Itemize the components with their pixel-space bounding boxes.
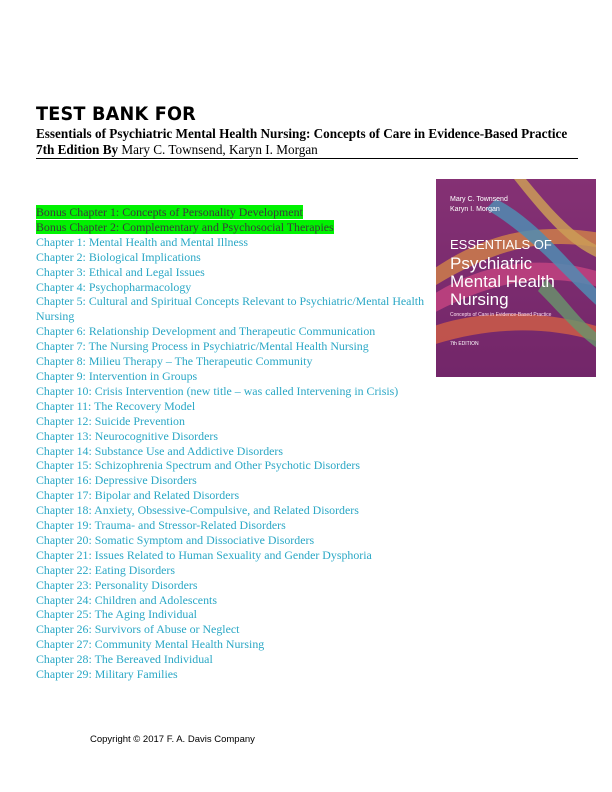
cover-edition: 7th EDITION (450, 341, 479, 347)
document-heading: TEST BANK FOR (36, 103, 196, 125)
chapter-item[interactable] (36, 444, 436, 459)
chapter-label: Chapter 19: Trauma- and Stressor-Related Disorders (36, 518, 286, 533)
chapter-item[interactable] (36, 473, 436, 488)
chapter-label: Chapter 12: Suicide Prevention (36, 413, 185, 428)
chapter-label: Chapter 16: Depressive Disorders (36, 473, 197, 488)
cover-author-2: Karyn I. Morgan (450, 206, 500, 213)
chapter-label: Chapter 18: Anxiety, Obsessive-Compulsive, and Related Disorders (36, 503, 359, 518)
book-authors: Mary C. Townsend, Karyn I. Morgan (118, 142, 318, 157)
chapter-item[interactable] (36, 250, 436, 265)
chapter-item[interactable] (36, 667, 436, 682)
book-cover-image (436, 179, 596, 377)
chapter-label: Chapter 26: Survivors of Abuse or Neglect (36, 622, 240, 637)
table-of-contents (36, 205, 436, 682)
chapter-item[interactable] (36, 488, 436, 503)
chapter-label: Chapter 21: Issues Related to Human Sexuality and Gender Dysphoria (36, 547, 372, 562)
chapter-item[interactable] (36, 607, 436, 622)
chapter-item[interactable] (36, 578, 436, 593)
cover-subtitle: Concepts of Care in Evidence-Based Practice (450, 312, 552, 318)
chapter-label: Chapter 20: Somatic Symptom and Dissociative Disorders (36, 532, 315, 547)
chapter-item[interactable] (36, 354, 436, 369)
bonus-chapter-item[interactable] (36, 220, 436, 235)
chapter-label: Chapter 6: Relationship Development and Therapeutic Communication (36, 324, 376, 339)
chapter-item[interactable] (36, 265, 436, 280)
chapter-item[interactable] (36, 235, 436, 250)
cover-title-1: ESSENTIALS OF (450, 237, 552, 252)
chapter-label: Chapter 23: Personality Disorders (36, 577, 198, 592)
chapter-label: Chapter 9: Intervention in Groups (36, 368, 198, 383)
chapter-item[interactable] (36, 399, 436, 414)
chapter-label: Chapter 13: Neurocognitive Disorders (36, 428, 218, 443)
chapter-label: Chapter 29: Military Families (36, 667, 178, 682)
copyright-footer: Copyright © 2017 F. A. Davis Company (90, 734, 255, 745)
chapter-label: Chapter 24: Children and Adolescents (36, 592, 217, 607)
chapter-item[interactable] (36, 429, 436, 444)
chapter-label: Chapter 27: Community Mental Health Nursing (36, 637, 265, 652)
chapter-item[interactable] (36, 652, 436, 667)
chapter-item[interactable] (36, 414, 436, 429)
chapter-label: Chapter 10: Crisis Intervention (new title – was called Intervening in Crisis) (36, 383, 399, 398)
chapter-item[interactable] (36, 369, 436, 384)
chapter-item[interactable] (36, 593, 436, 608)
chapter-label: Chapter 8: Milieu Therapy – The Therapeutic Community (36, 354, 313, 369)
chapter-label: Chapter 22: Eating Disorders (36, 562, 176, 577)
chapter-label: Chapter 28: The Bereaved Individual (36, 652, 213, 667)
chapter-item[interactable] (36, 563, 436, 578)
chapter-item[interactable] (36, 503, 436, 518)
chapter-item[interactable] (36, 458, 436, 473)
cover-artwork (436, 179, 596, 377)
chapter-item[interactable] (36, 622, 436, 637)
chapter-label: Chapter 4: Psychopharmacology (36, 279, 192, 294)
chapter-item[interactable] (36, 294, 436, 324)
chapter-item[interactable] (36, 339, 436, 354)
cover-title-3: Mental Health (450, 272, 555, 291)
chapter-label: Chapter 25: The Aging Individual (36, 607, 197, 622)
chapter-label: Chapter 15: Schizophrenia Spectrum and Other Psychotic Disorders (36, 458, 360, 473)
title-divider (36, 158, 578, 159)
chapter-label: Chapter 3: Ethical and Legal Issues (36, 264, 205, 279)
chapter-item[interactable] (36, 384, 436, 399)
chapter-label: Chapter 11: The Recovery Model (36, 398, 196, 413)
chapter-label: Bonus Chapter 1: Concepts of Personality Development (36, 205, 303, 219)
chapter-item[interactable] (36, 637, 436, 652)
chapter-label: Chapter 5: Cultural and Spiritual Concepts Relevant to Psychiatric/Mental Health Nursing (36, 294, 425, 324)
chapter-item[interactable] (36, 518, 436, 533)
chapter-item[interactable] (36, 324, 436, 339)
chapter-label: Chapter 1: Mental Health and Mental Illness (36, 234, 248, 249)
chapter-item[interactable] (36, 533, 436, 548)
chapter-label: Chapter 14: Substance Use and Addictive Disorders (36, 443, 284, 458)
chapter-label: Chapter 7: The Nursing Process in Psychiatric/Mental Health Nursing (36, 339, 369, 354)
chapter-label: Bonus Chapter 2: Complementary and Psychosocial Therapies (36, 219, 334, 234)
book-title-bold: Essentials of Psychiatric Mental Health Nursing: Concepts of Care in Evidence-Based Practice 7th Edition By (36, 126, 568, 157)
cover-title-2: Psychiatric (450, 254, 533, 273)
bonus-chapter-item[interactable] (36, 205, 436, 220)
cover-title-4: Nursing (450, 290, 509, 309)
chapter-item[interactable] (36, 548, 436, 563)
chapter-label: Chapter 17: Bipolar and Related Disorders (36, 488, 240, 503)
chapter-label: Chapter 2: Biological Implications (36, 249, 201, 264)
book-title (36, 126, 576, 158)
chapter-item[interactable] (36, 280, 436, 295)
cover-author-1: Mary C. Townsend (450, 196, 508, 203)
